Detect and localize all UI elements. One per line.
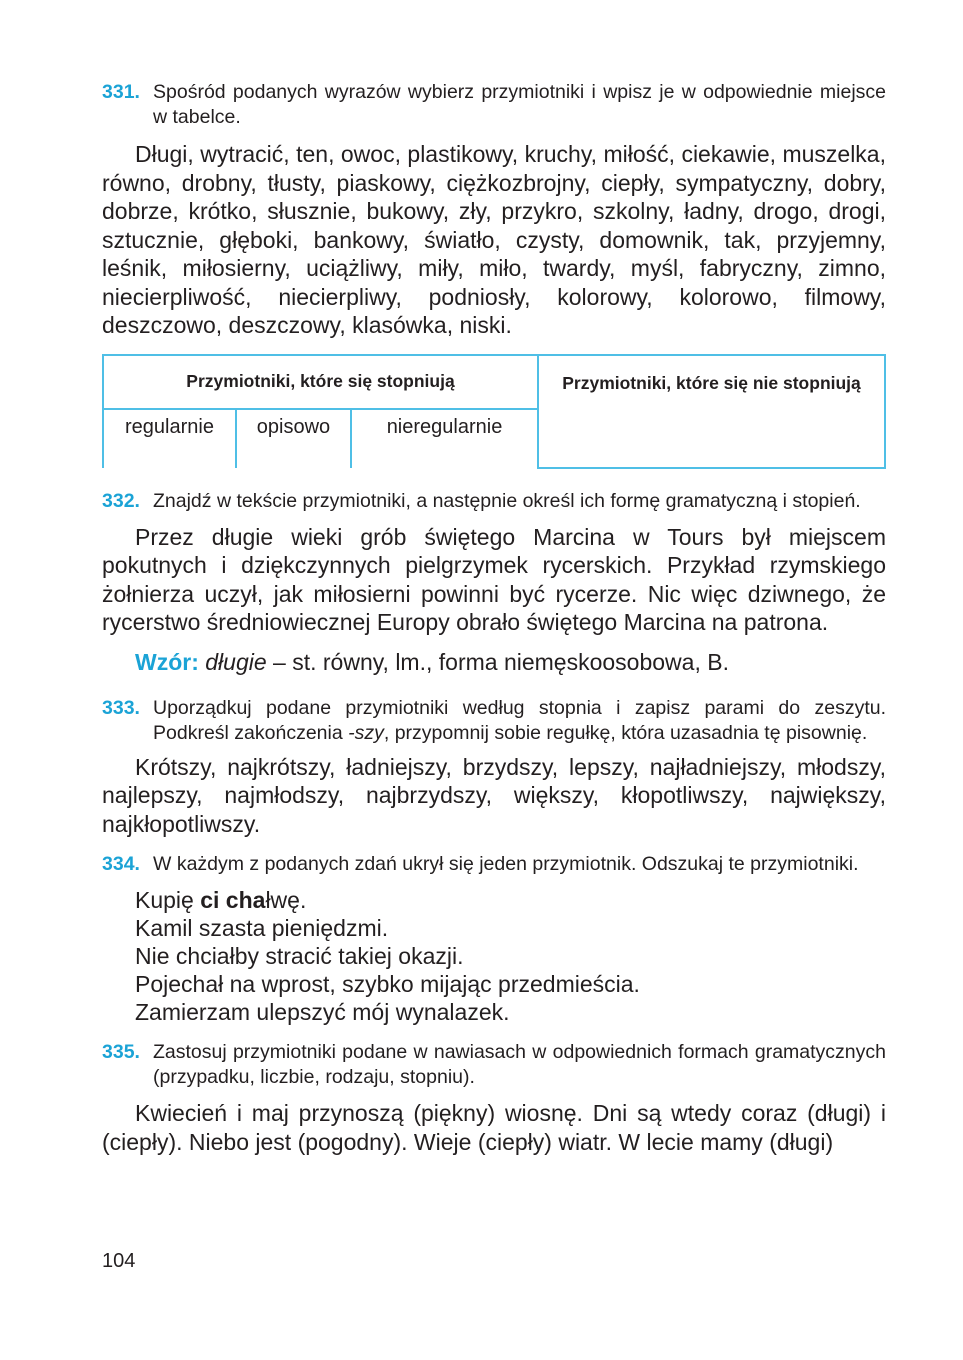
wzor-label: Wzór:	[135, 648, 199, 675]
task-333-words: Krótszy, najkrótszy, ładniejszy, brzydszy, lepszy, najładniejszy, młodszy, najlepszy, najmłodszy, najbrzydszy, większy, kłopotliwszy, największy, najkłopotliwszy.	[102, 753, 886, 837]
task-334-instruction	[102, 852, 886, 877]
instruction-text-a: Uporządkuj podane przymiotniki według stopnia i zapisz parami do zeszytu. Podkreśl zakończenia	[153, 696, 886, 744]
sentence-line: Nie chciałby stracić takiej okazji.	[135, 943, 464, 969]
table-cell-opisowo: opisowo	[236, 409, 351, 468]
task-number: 335.	[102, 1041, 140, 1063]
instruction-text: W każdym z podanych zdań ukrył się jeden przymiotnik. Odszukaj te przymiotniki.	[153, 853, 859, 875]
task-335-text: Kwiecień i maj przynoszą (piękny) wiosnę. Dni są wtedy coraz (długi) i (ciepły). Niebo jest (pogodny). Wieje (ciepły) wiatr. W lecie mamy (długi)	[102, 1100, 886, 1155]
sentence-line	[102, 886, 886, 914]
instruction-text-b: , przypomnij sobie regułkę, która uzasadnia tę pisownię.	[383, 721, 868, 744]
sentence-part: Kupię	[135, 887, 201, 913]
table-cell-regularnie: regularnie	[103, 409, 236, 468]
sentence-line: Kamil szasta pieniędzmi.	[135, 915, 389, 941]
sentence-bold-part: ci cha	[200, 887, 266, 913]
page-content	[102, 80, 886, 1156]
page-number: 104	[102, 1250, 136, 1272]
task-331-instruction	[102, 80, 886, 130]
sentence-line: Zamierzam ulepszyć mój wynalazek.	[135, 999, 510, 1025]
task-number: 334.	[102, 853, 140, 875]
task-332-text: Przez długie wieki grób świętego Marcina w Tours był miejscem pokutnych i dziękczynnych pielgrzymek rycerskich. Przykład rzymskiego żołnierza uczył, jak miłosierni powinni być rycerze. Nic więc dziwnego, że rycerstwo średniowiecznej Europy obrało świętego Marcina na patrona.	[102, 523, 886, 635]
task-333-instruction	[102, 696, 886, 746]
instruction-italic: -szy	[348, 721, 384, 744]
sentence-line: Pojechał na wprost, szybko mijając przedmieścia.	[135, 971, 640, 997]
instruction-text: Znajdź w tekście przymiotniki, a następnie określ ich formę gramatyczną i stopień.	[153, 489, 861, 512]
task-number: 332.	[102, 489, 140, 512]
wzor-example	[102, 648, 886, 676]
instruction-text: Spośród podanych wyrazów wybierz przymiotniki i wpisz je w odpowiednie miejsce w tabelce.	[153, 81, 886, 128]
task-number: 333.	[102, 696, 140, 719]
table-header-right: Przymiotniki, które się nie stopniują	[538, 355, 885, 468]
task-335-instruction	[102, 1040, 886, 1090]
sentence-part: łwę.	[265, 887, 307, 913]
adjective-table	[102, 354, 886, 469]
task-331-words: Długi, wytracić, ten, owoc, plastikowy, kruchy, miłość, ciekawie, muszelka, równo, drobny, tłusty, piaskowy, ciężkozbrojny, ciepły, sympatyczny, dobry, dobrze, krótko, słusznie, bukowy, zły, przykro, szkolny, ładny, drogo, drogi, sztucznie, głęboki, bankowy, światło, czysty, domownik, tak, przyjemny, leśnik, miłosierny, uciążliwy, miły, miło, twardy, myśl, fabryczny, zimno, niecierpliwość, niecierpliwy, podniosły, kolorowy, kolorowo, filmowy, deszczowo, deszczowy, klasówka, niski.	[102, 141, 886, 338]
wzor-rest: – st. równy, lm., forma niemęskoosobowa, B.	[266, 648, 729, 675]
instruction-text: Zastosuj przymiotniki podane w nawiasach w odpowiednich formach gramatycznych (przypadku, liczbie, rodzaju, stopniu).	[153, 1041, 886, 1088]
wzor-word: długie	[205, 648, 267, 675]
table-cell-nieregularnie: nieregularnie	[351, 409, 538, 468]
task-332-instruction	[102, 489, 886, 514]
task-334-sentences	[102, 886, 886, 1026]
table-header-left: Przymiotniki, które się stopniują	[103, 355, 538, 409]
task-number: 331.	[102, 81, 140, 103]
